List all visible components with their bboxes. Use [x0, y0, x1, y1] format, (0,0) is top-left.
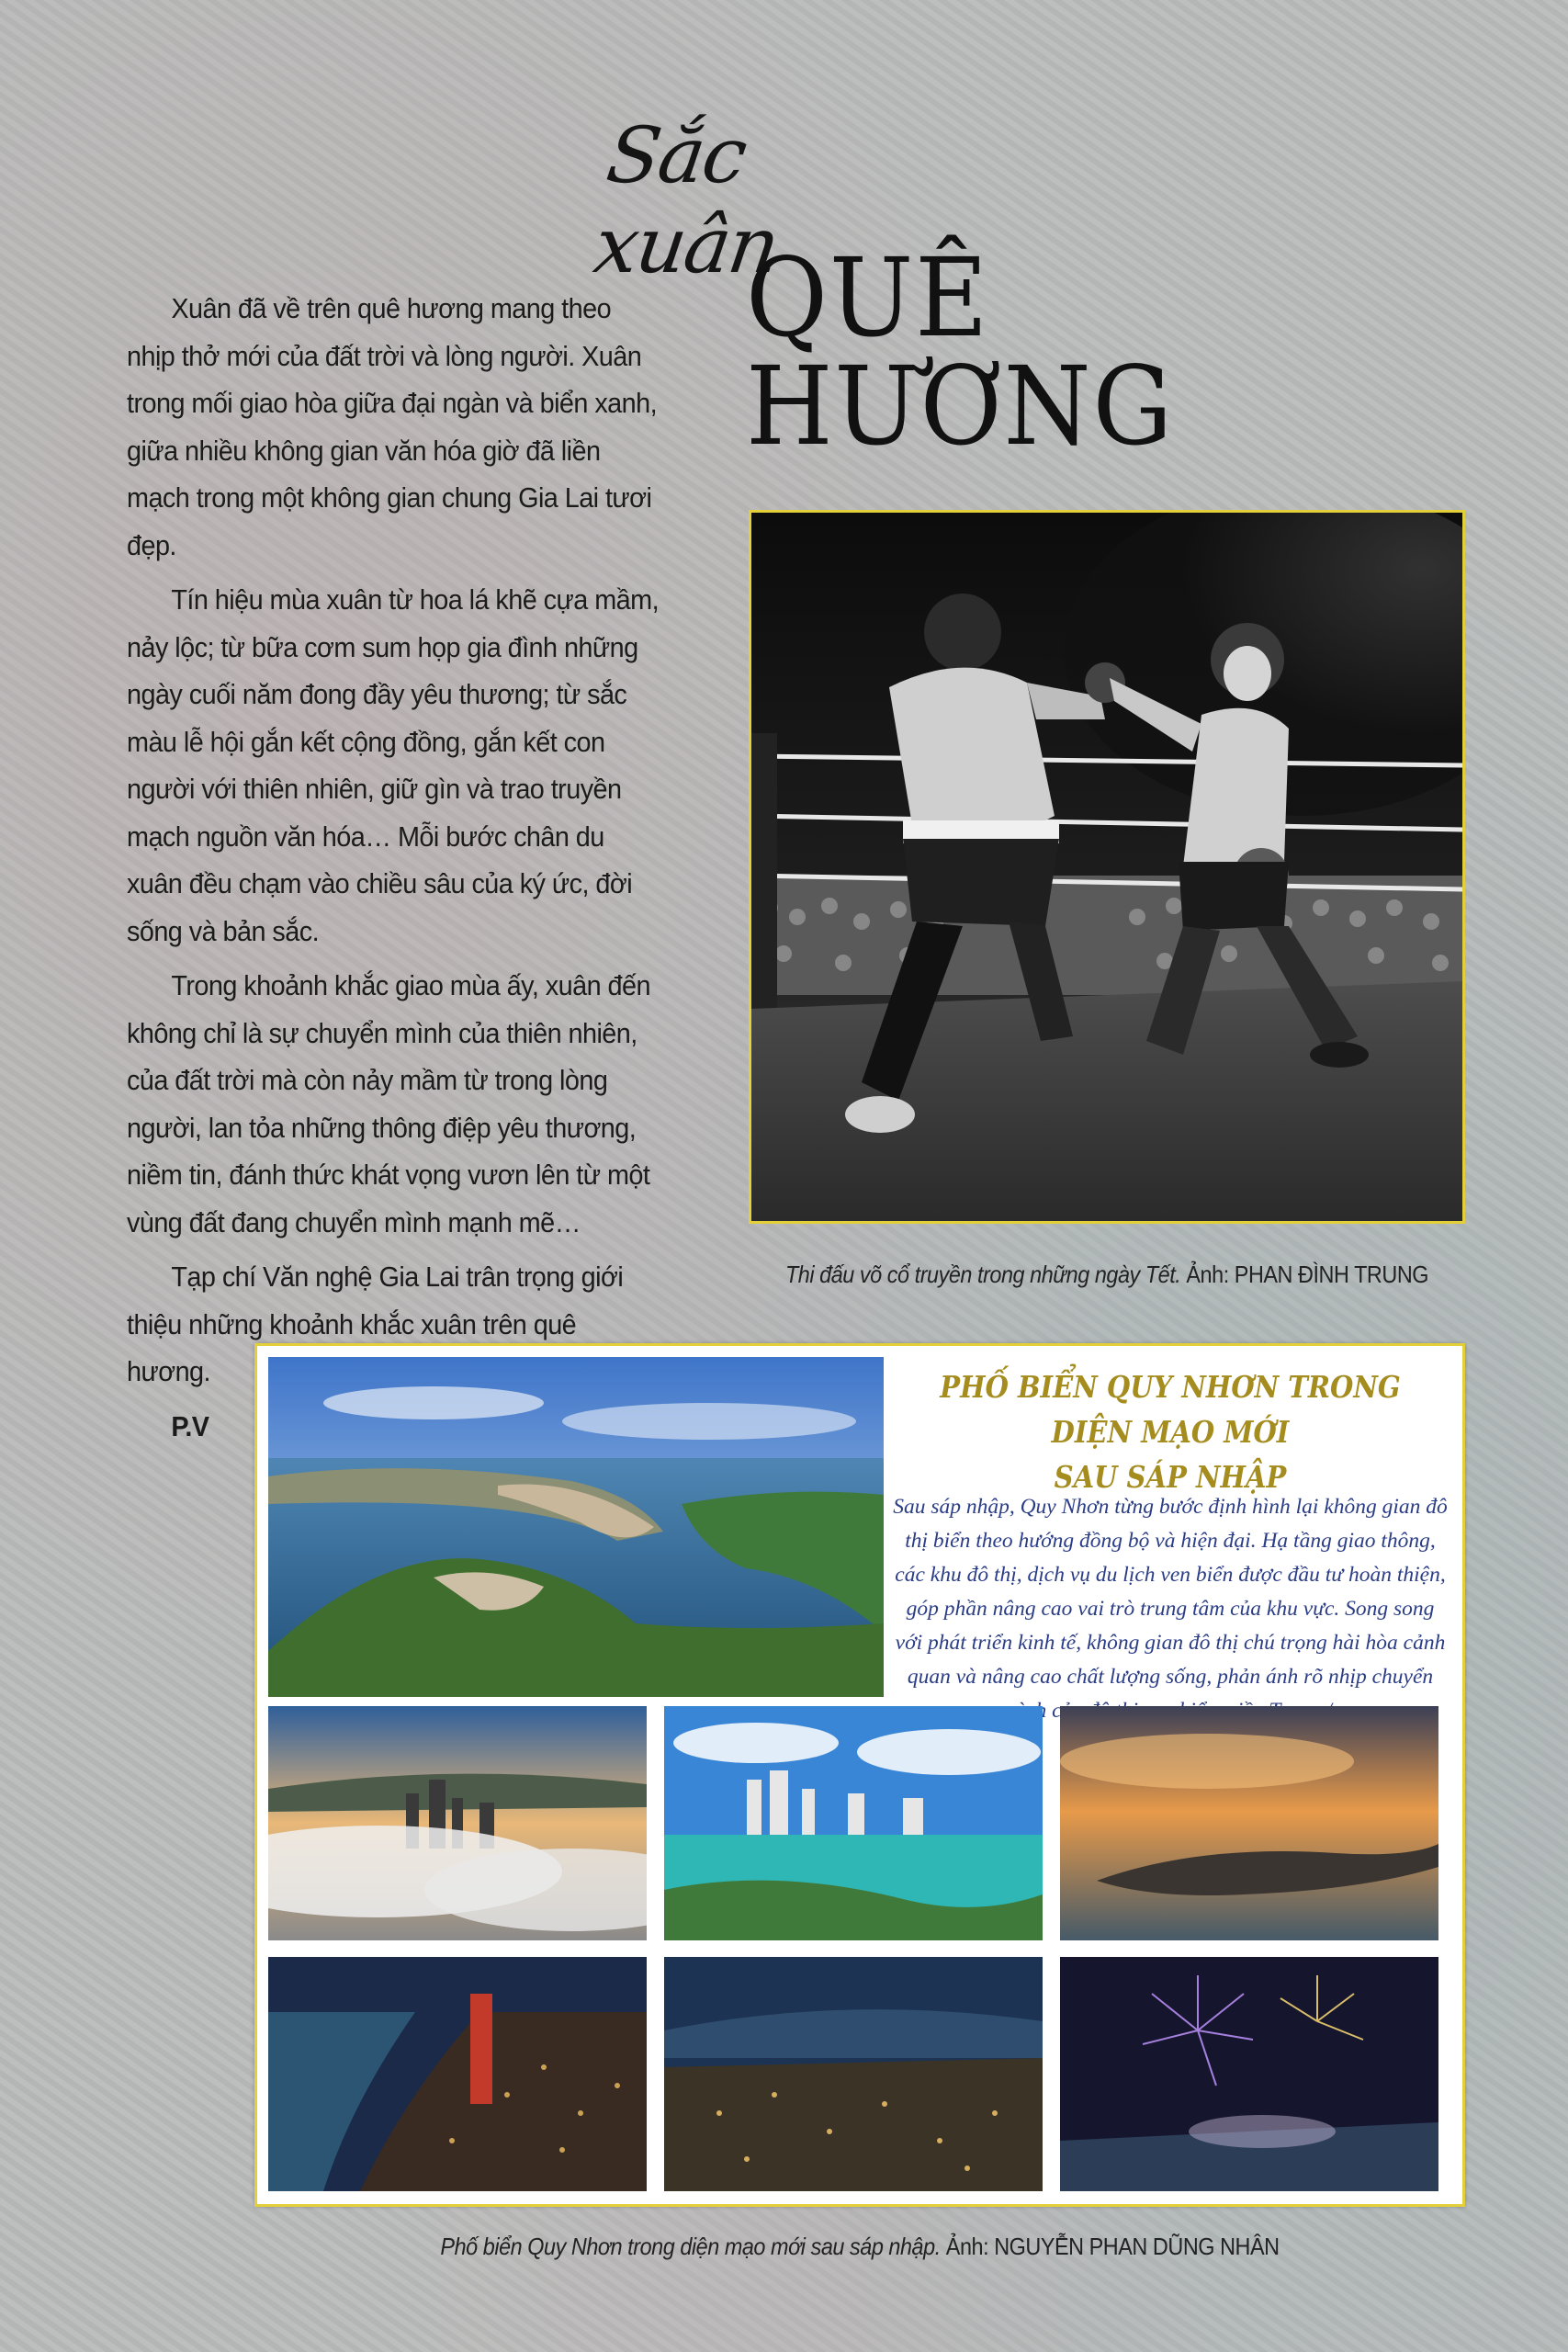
boxing-photo-image	[751, 513, 1462, 1221]
feature-caption-credit: Ảnh: NGUYỄN PHAN DŨNG NHÂN	[940, 2233, 1280, 2260]
city-fog-image	[268, 1706, 647, 1940]
night-city-image	[664, 1957, 1043, 2191]
intro-paragraph-1: Xuân đã về trên quê hương mang theo nhịp thở mới của đất trời và lòng người. Xuân trong mối giao hòa giữa đại ngàn và biển xanh, giữa nhiều không gian văn hóa giờ đã liền mạch trong một không gian chung Gia Lai tươi đẹp.	[127, 292, 658, 561]
signature: P.V	[171, 1409, 209, 1442]
feature-box	[254, 1343, 1465, 2207]
boxing-photo	[749, 510, 1465, 1224]
boxing-caption-credit: Ảnh: PHAN ĐÌNH TRUNG	[1180, 1261, 1429, 1288]
fireworks-photo	[1060, 1957, 1438, 2191]
intro-text	[127, 285, 664, 1457]
night-coast-image	[268, 1957, 647, 2191]
sunset-peninsula-photo	[1060, 1706, 1438, 1940]
feature-title-line-1: PHỐ BIỂN QUY NHƠN TRONG DIỆN MẠO MỚI	[940, 1369, 1401, 1450]
intro-paragraph-4: Tạp chí Văn nghệ Gia Lai trân trọng giới thiệu những khoảnh khắc xuân trên quê hương.	[127, 1261, 624, 1387]
intro-paragraph-2: Tín hiệu mùa xuân từ hoa lá khẽ cựa mầm, nảy lộc; từ bữa cơm sum họp gia đình những ngày cuối năm đong đầy yêu thương; từ sắc màu lễ hội gắn kết cộng đồng, gắn kết con người với thiên nhiên, giữ gìn và trao truyền mạch nguồn văn hóa… Mỗi bước chân du xuân đều chạm vào chiều sâu của ký ức, đời sống và bản sắc.	[127, 583, 660, 947]
title-script: Sắc xuân	[589, 110, 784, 290]
city-beach-photo	[664, 1706, 1043, 1940]
feature-title	[924, 1364, 1416, 1499]
sunset-peninsula-image	[1060, 1706, 1438, 1940]
aerial-bay-image	[268, 1357, 884, 1697]
city-beach-image	[664, 1706, 1043, 1940]
boxing-caption	[784, 1261, 1429, 1289]
boxing-caption-text: Thi đấu võ cổ truyền trong những ngày Tết.	[784, 1261, 1181, 1288]
intro-paragraph-3: Trong khoảnh khắc giao mùa ấy, xuân đến không chỉ là sự chuyển mình của thiên nhiên, của đất trời mà còn nảy mầm từ trong lòng người, lan tỏa những thông điệp yêu thương, niềm tin, đánh thức khát vọng vươn lên từ một vùng đất đang chuyển mình mạnh mẽ…	[127, 969, 650, 1238]
page-title: QUÊ HƯƠNG	[746, 234, 1175, 469]
night-coast-photo	[268, 1957, 647, 2191]
aerial-bay-photo	[268, 1357, 884, 1697]
feature-caption-text: Phố biển Quy Nhơn trong diện mạo mới sau sáp nhập.	[440, 2233, 941, 2260]
fireworks-image	[1060, 1957, 1438, 2191]
feature-title-line-2: SAU SÁP NHẬP	[1054, 1459, 1287, 1495]
night-city-photo	[664, 1957, 1043, 2191]
feature-caption	[315, 2233, 1404, 2261]
feature-text: Sau sáp nhập, Quy Nhơn từng bước định hình lại không gian đô thị biển theo hướng đồng bộ và hiện đại. Hạ tầng giao thông, các khu đô thị, dịch vụ du lịch ven biển được đầu tư hoàn thiện, góp phần nâng cao vai trò trung tâm của khu vực. Song song với phát triển kinh tế, không gian đô thị chú trọng hài hòa cảnh quan và nâng cao chất lượng sống, phản ánh rõ nhịp chuyển	[893, 1495, 1448, 1689]
city-fog-photo	[268, 1706, 647, 1940]
